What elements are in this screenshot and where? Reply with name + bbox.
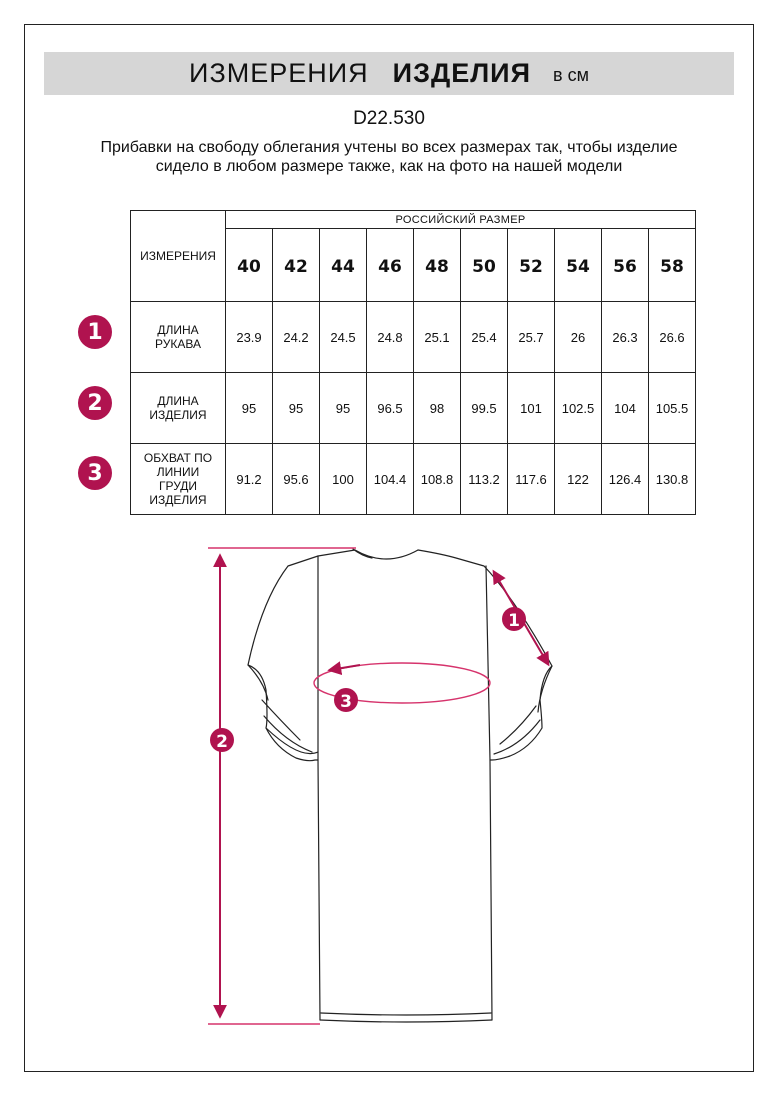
size-56: 56 [602, 229, 649, 302]
size-42: 42 [273, 229, 320, 302]
table-cell: 104 [602, 373, 649, 444]
table-cell: 91.2 [226, 444, 273, 515]
table-cell: 104.4 [367, 444, 414, 515]
row-label-line: ИЗДЕЛИЯ [149, 493, 207, 507]
table-cell: 95 [320, 373, 367, 444]
row-label-line: ЛИНИИ [156, 465, 200, 479]
table-cell: 23.9 [226, 302, 273, 373]
table-cell: 24.2 [273, 302, 320, 373]
table-cell: 99.5 [461, 373, 508, 444]
size-48: 48 [414, 229, 461, 302]
table-cell: 95.6 [273, 444, 320, 515]
row-marker-3: 3 [78, 456, 112, 490]
table-cell: 113.2 [461, 444, 508, 515]
diagram-marker-2-label: 2 [216, 732, 228, 752]
table-cell: 96.5 [367, 373, 414, 444]
measurement-lines [208, 548, 548, 1024]
table-cell: 105.5 [649, 373, 696, 444]
table-cell: 122 [555, 444, 602, 515]
table-cell: 126.4 [602, 444, 649, 515]
row-label-line: ДЛИНА [157, 394, 199, 408]
size-40: 40 [226, 229, 273, 302]
diagram-marker-3 [334, 688, 358, 712]
measurements-header: ИЗМЕРЕНИЯ [131, 211, 226, 302]
table-cell: 98 [414, 373, 461, 444]
product-code: D22.530 [353, 108, 425, 129]
table-cell: 95 [226, 373, 273, 444]
row-marker-1: 1 [78, 315, 112, 349]
size-54: 54 [555, 229, 602, 302]
title-measurements: ИЗМЕРЕНИЯ [189, 58, 369, 88]
table-cell: 24.8 [367, 302, 414, 373]
row-label-line: ДЛИНА [157, 323, 199, 337]
table-cell: 102.5 [555, 373, 602, 444]
table-cell: 25.1 [414, 302, 461, 373]
table-cell: 24.5 [320, 302, 367, 373]
table-cell: 25.7 [508, 302, 555, 373]
table-cell: 100 [320, 444, 367, 515]
size-44: 44 [320, 229, 367, 302]
row-marker-2: 2 [78, 386, 112, 420]
table-cell: 26.6 [649, 302, 696, 373]
fit-note: Прибавки на свободу облегания учтены во всех размерах так, чтобы изделие сидело в любом размере также, как на фото на нашей модели [100, 139, 678, 175]
size-52: 52 [508, 229, 555, 302]
chest-arrow [330, 665, 360, 670]
diagram-marker-1-label: 1 [508, 611, 520, 631]
table-cell: 117.6 [508, 444, 555, 515]
diagram-marker-2 [210, 728, 234, 752]
diagram-marker-1 [502, 607, 526, 631]
size-system-header: РОССИЙСКИЙ РАЗМЕР [226, 211, 696, 229]
table-cell: 95 [273, 373, 320, 444]
neckline [355, 550, 418, 559]
size-50: 50 [461, 229, 508, 302]
table-cell: 25.4 [461, 302, 508, 373]
title-unit: в см [553, 65, 589, 85]
table-cell: 101 [508, 373, 555, 444]
table-cell: 108.8 [414, 444, 461, 515]
size-58: 58 [649, 229, 696, 302]
row-label-line: РУКАВА [155, 337, 201, 351]
title-product: ИЗДЕЛИЯ [392, 58, 531, 88]
table-cell: 26.3 [602, 302, 649, 373]
row-label-line: ГРУДИ [158, 479, 198, 493]
table-cell: 130.8 [649, 444, 696, 515]
row-label-line: ИЗДЕЛИЯ [149, 408, 207, 422]
size-46: 46 [367, 229, 414, 302]
table-cell: 26 [555, 302, 602, 373]
row-label-line: ОБХВАТ ПО [143, 451, 213, 465]
diagram-marker-3-label: 3 [340, 692, 352, 712]
